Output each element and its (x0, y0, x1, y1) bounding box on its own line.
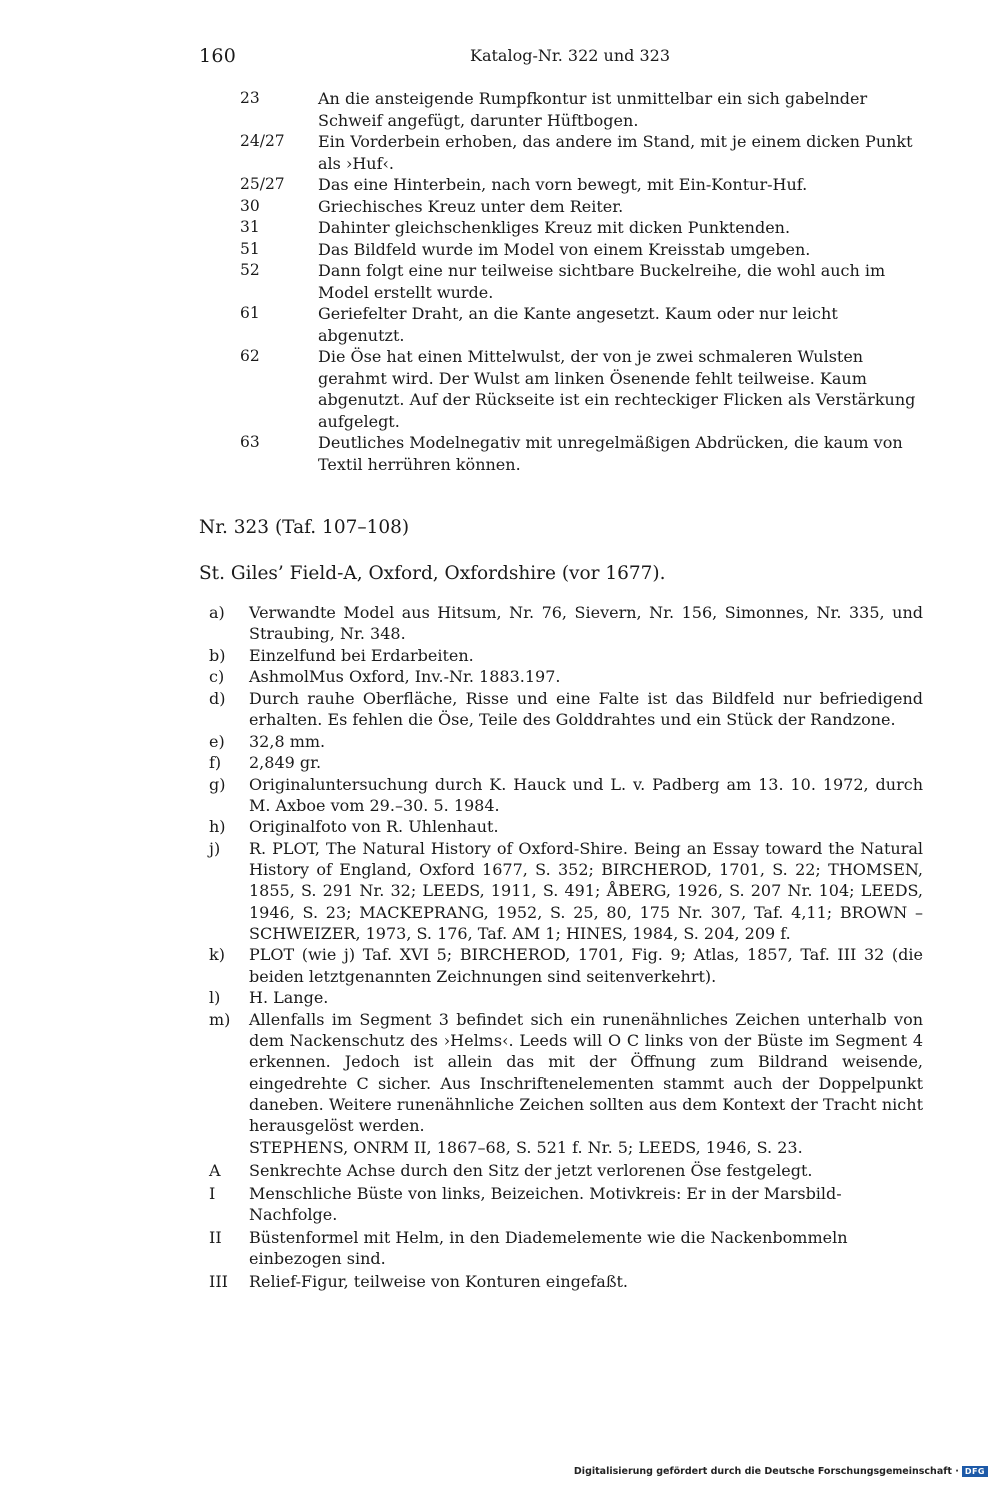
entry-site: St. Giles’ Field-A, Oxford, Oxfordshire (vor 1677). (199, 563, 666, 584)
running-title: Katalog-Nr. 322 und 323 (470, 46, 671, 65)
list-item (209, 602, 923, 645)
list-item (209, 1183, 923, 1226)
footer-text: Digitalisierung gefördert durch die Deutsche Forschungsgemeinschaft · (573, 1466, 959, 1477)
item-number: 63 (240, 433, 260, 451)
item-label: A (209, 1161, 221, 1180)
item-text: Allenfalls im Segment 3 befindet sich ein runenähnliches Zeichen unterhalb von dem Nackenschutz des ›Helms‹. Leeds will O C links von der Büste im Segment 4 erkennen. Jedoch ist allein das mit der Öffnung zum Bildrand weisende, eingedrehte C sicher. Aus Inschriftenelementen stammt auch der Doppelpunkt daneben. Weitere runenähnliche Zeichen sollten aus dem Kontext der Tracht nicht herausgelöst werden. (249, 1009, 923, 1136)
list-item (209, 944, 923, 987)
item-label: j) (209, 838, 221, 858)
item-number: 52 (240, 261, 260, 279)
item-label: f) (209, 753, 222, 773)
list-item (240, 303, 920, 346)
list-item (209, 688, 923, 731)
item-label: a) (209, 603, 225, 622)
item-number: 62 (240, 347, 260, 365)
list-item (240, 196, 920, 218)
item-label: II (209, 1227, 222, 1247)
list-item (209, 1160, 923, 1182)
item-text: Dann folgt eine nur teilweise sichtbare Buckelreihe, die wohl auch im Model erstellt wurde. (318, 261, 886, 302)
list-item (209, 645, 923, 666)
list-item (240, 432, 920, 475)
item-label: d) (209, 688, 226, 708)
item-text: Das eine Hinterbein, nach vorn bewegt, mit Ein-Kontur-Huf. (318, 175, 808, 194)
item-text: Originalfoto von R. Uhlenhaut. (249, 817, 499, 837)
list-item (240, 217, 920, 239)
item-text: 32,8 mm. (249, 731, 326, 751)
item-label: h) (209, 817, 226, 837)
item-text: Verwandte Model aus Hitsum, Nr. 76, Sievern, Nr. 156, Simonnes, Nr. 335, und Straubing, Nr. 348. (249, 603, 923, 644)
item-text: Das Bildfeld wurde im Model von einem Kreisstab umgeben. (318, 239, 811, 259)
item-text: Durch rauhe Oberfläche, Risse und eine Falte ist das Bildfeld nur befriedigend erhalten. Es fehlen die Öse, Teile des Golddrahtes und ein Stück der Randzone. (249, 688, 923, 730)
item-label: k) (209, 945, 225, 965)
item-label: l) (209, 988, 221, 1008)
item-number: 23 (240, 89, 260, 107)
item-text: Büstenformel mit Helm, in den Diademelemente wie die Nackenbommeln einbezogen sind. (249, 1227, 848, 1268)
list-item (209, 816, 923, 837)
list-item (240, 174, 920, 196)
list-item (240, 239, 920, 261)
item-text: Geriefelter Draht, an die Kante angesetzt. Kaum oder nur leicht abgenutzt. (318, 304, 838, 345)
list-item (209, 987, 923, 1008)
page-number: 160 (199, 45, 237, 67)
item-text: Griechisches Kreuz unter dem Reiter. (318, 196, 624, 216)
item-number: 31 (240, 218, 260, 236)
list-item (209, 838, 923, 944)
item-label: I (209, 1183, 216, 1203)
item-text: Senkrechte Achse durch den Sitz der jetzt verlorenen Öse festgelegt. (249, 1161, 813, 1180)
list-item (240, 346, 920, 432)
item-label: m) (209, 1009, 231, 1029)
item-label: c) (209, 667, 225, 687)
item-text: Einzelfund bei Erdarbeiten. (249, 645, 474, 665)
item-label: III (209, 1271, 228, 1291)
list-item (209, 752, 923, 773)
item-text: Ein Vorderbein erhoben, das andere im Stand, mit je einem dicken Punkt als ›Huf‹. (318, 132, 913, 173)
dfg-logo: DFG (962, 1466, 988, 1477)
item-text: 2,849 gr. (249, 753, 322, 773)
item-reference: STEPHENS, ONRM II, 1867–68, S. 521 f. Nr. 5; LEEDS, 1946, S. 23. (249, 1138, 803, 1158)
item-text: Deutliches Modelnegativ mit unregelmäßigen Abdrücken, die kaum von Textil herrühren können. (318, 433, 903, 474)
item-label: e) (209, 731, 225, 751)
catalog-322-list (240, 88, 920, 475)
list-item (209, 1009, 923, 1159)
item-number: 61 (240, 304, 260, 322)
item-text: Menschliche Büste von links, Beizeichen. Motivkreis: Er in der Marsbild-Nachfolge. (249, 1183, 842, 1224)
list-item (240, 131, 920, 174)
item-text: Dahinter gleichschenkliges Kreuz mit dicken Punktenden. (318, 218, 791, 237)
item-text: AshmolMus Oxford, Inv.-Nr. 1883.197. (249, 667, 561, 687)
item-text: An die ansteigende Rumpfkontur ist unmittelbar ein sich gabelnder Schweif angefügt, darunter Hüftbogen. (318, 89, 868, 130)
list-item (209, 1271, 923, 1293)
item-text: R. PLOT, The Natural History of Oxford-Shire. Being an Essay toward the Natural History of England, Oxford 1677, S. 352; BIRCHEROD, 1701, S. 22; THOMSEN, 1855, S. 291 Nr. 32; LEEDS, 1911, S. 491; ÅBERG, 1926, S. 207 Nr. 104; LEEDS, 1946, S. 23; MACKEPRANG, 1952, S. 25, 80, 175 Nr. 307, Taf. 4,11; BROWN – SCHWEIZER, 1973, S. 176, Taf. AM 1; HINES, 1984, S. 204, 209 f. (249, 838, 923, 943)
item-number: 30 (240, 196, 260, 215)
list-item (209, 1227, 923, 1270)
catalog-323-list (209, 602, 923, 1159)
entry-heading: Nr. 323 (Taf. 107–108) (199, 517, 410, 538)
item-label: g) (209, 774, 226, 794)
item-number: 25/27 (240, 175, 285, 193)
item-text-wrapper (249, 1009, 923, 1159)
list-item (240, 88, 920, 131)
motif-list (209, 1160, 923, 1293)
list-item (209, 774, 923, 817)
item-number: 51 (240, 239, 260, 258)
list-item (209, 666, 923, 687)
item-text: PLOT (wie j) Taf. XVI 5; BIRCHEROD, 1701, Fig. 9; Atlas, 1857, Taf. III 32 (die beiden letztgenannten Zeichnungen sind seitenverkehrt). (249, 945, 923, 986)
item-label: b) (209, 645, 226, 665)
item-text: Die Öse hat einen Mittelwulst, der von je zwei schmaleren Wulsten gerahmt wird. Der Wulst am linken Ösenende fehlt teilweise. Kaum abgenutzt. Auf der Rückseite ist ein rechteckiger Flicken als Verstärkung aufgelegt. (318, 347, 916, 431)
item-number: 24/27 (240, 132, 285, 150)
item-text: Originaluntersuchung durch K. Hauck und L. v. Padberg am 13. 10. 1972, durch M. Axboe vom 29.–30. 5. 1984. (249, 774, 923, 815)
item-text: H. Lange. (249, 988, 329, 1008)
list-item (240, 260, 920, 303)
item-text: Relief-Figur, teilweise von Konturen eingefaßt. (249, 1271, 629, 1291)
list-item (209, 731, 923, 752)
digitization-footer (574, 1466, 988, 1477)
